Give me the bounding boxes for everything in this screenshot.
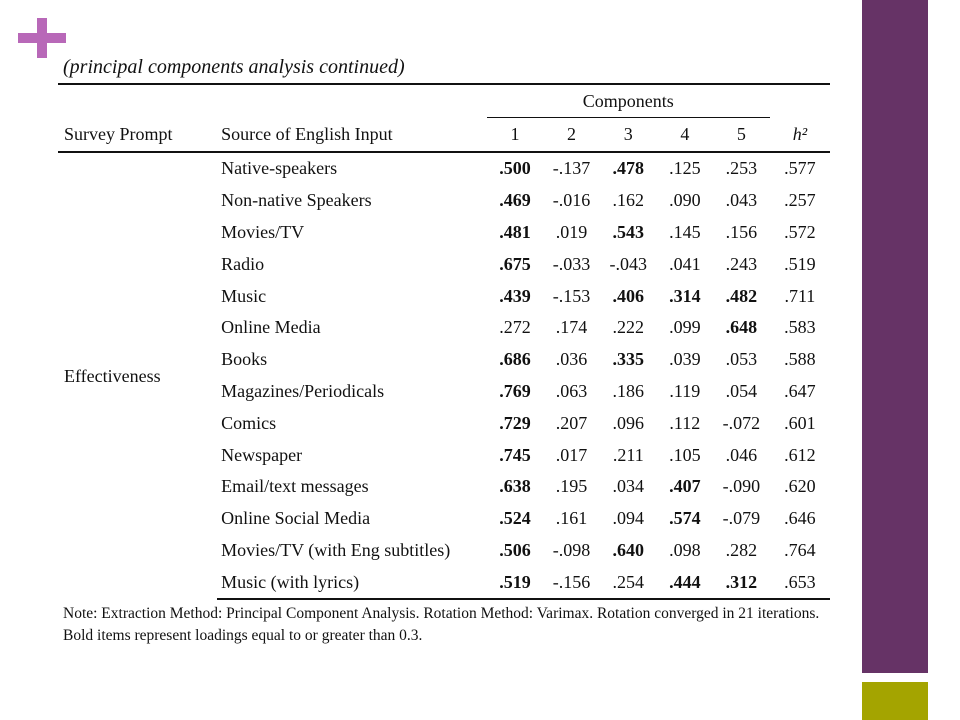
loading-cell-component-2: .174: [555, 317, 588, 338]
loading-cell-component-3: .186: [612, 380, 645, 401]
sidebar-decor-bar: [862, 0, 928, 673]
loading-cell-component-5: .282: [725, 539, 758, 560]
loading-cell-component-4: .407: [669, 476, 701, 497]
loading-cell-component-5: .156: [725, 221, 758, 242]
loading-cell-component-5: .312: [713, 566, 770, 599]
table-note: Note: Extraction Method: Principal Component Analysis. Rotation Method: Varimax. Rotation converged in 21 iterations. Bold items represent loadings equal to or greater than 0.3.: [63, 605, 820, 644]
loading-cell-component-3: -.043: [609, 253, 648, 274]
loading-cell-component-2: -.153: [552, 285, 591, 306]
loading-cell-component-4: .041: [669, 253, 701, 274]
loading-cell-component-3: .096: [612, 412, 645, 433]
row-source-label: Radio: [221, 253, 265, 274]
loading-cell-component-3: .543: [612, 221, 645, 242]
loading-cell-component-5: -.079: [722, 508, 761, 529]
loading-cell-component-2: .036: [555, 349, 588, 370]
loading-cell-component-2: .161: [555, 508, 588, 529]
loading-cell-component-4: .099: [669, 317, 701, 338]
loading-cell-component-3: .406: [612, 285, 645, 306]
communality-cell: .764: [784, 539, 816, 560]
loading-cell-component-3: .034: [612, 476, 645, 497]
loading-cell-component-1: .272: [499, 317, 531, 338]
header-empty-cell: [217, 84, 487, 118]
table-row: [58, 152, 830, 185]
loading-cell-component-1: .469: [499, 190, 531, 211]
plus-icon: [18, 18, 66, 58]
communality-cell: .612: [784, 444, 816, 465]
communality-cell: .647: [784, 380, 816, 401]
loading-cell-component-5: .648: [725, 317, 758, 338]
row-source-label: Non-native Speakers: [221, 190, 372, 211]
loading-cell-component-5: .253: [725, 158, 758, 179]
loading-cell-component-1: .729: [499, 412, 531, 433]
communality-cell: .601: [784, 412, 816, 433]
loading-cell-component-3: .162: [612, 190, 645, 211]
loading-cell-component-3: .254: [600, 566, 657, 599]
row-source-label: Books: [221, 349, 268, 370]
header-component-1: 1: [487, 118, 543, 153]
loading-cell-component-4: .314: [669, 285, 701, 306]
header-component-3: 3: [600, 118, 657, 153]
loading-cell-component-5: .053: [725, 349, 758, 370]
communality-cell: .577: [784, 158, 816, 179]
pca-table-container: [58, 83, 830, 600]
loading-cell-component-2: .195: [555, 476, 588, 497]
row-source-label: Native-speakers: [221, 158, 338, 179]
plus-icon-vertical: [37, 18, 47, 58]
communality-cell: .711: [784, 285, 816, 306]
loading-cell-component-5: -.090: [722, 476, 761, 497]
row-source-label: Movies/TV: [221, 221, 305, 242]
loading-cell-component-2: -.137: [552, 158, 591, 179]
loading-cell-component-4: .125: [669, 158, 701, 179]
loading-cell-component-5: .043: [725, 190, 758, 211]
loading-cell-component-2: -.016: [552, 190, 591, 211]
row-source-label: Music: [221, 285, 267, 306]
header-source: Source of English Input: [217, 118, 487, 153]
loading-cell-component-1: .524: [499, 508, 531, 529]
loading-cell-component-1: .745: [499, 444, 531, 465]
loading-cell-component-4: .090: [669, 190, 701, 211]
loading-cell-component-3: .478: [612, 158, 645, 179]
header-communality: h²: [770, 118, 830, 153]
header-component-5: 5: [713, 118, 770, 153]
sidebar-accent-block: [862, 682, 928, 720]
loading-cell-component-2: .207: [555, 412, 588, 433]
loading-cell-component-1: .638: [499, 476, 531, 497]
loading-cell-component-2: .019: [555, 221, 588, 242]
table-body: [58, 152, 830, 599]
slide-caption: (principal components analysis continued): [63, 56, 405, 78]
loading-cell-component-2: -.033: [552, 253, 591, 274]
row-source-label: Movies/TV (with Eng subtitles): [221, 539, 451, 560]
loading-cell-component-4: .112: [669, 412, 701, 433]
loading-cell-component-2: -.098: [552, 539, 591, 560]
row-source-label: Music (with lyrics): [217, 566, 487, 599]
row-source-label: Magazines/Periodicals: [221, 380, 385, 401]
row-source-label: Online Social Media: [221, 508, 371, 529]
communality-cell: .653: [770, 566, 830, 599]
loading-cell-component-5: -.072: [722, 412, 761, 433]
communality-cell: .620: [784, 476, 816, 497]
header-empty-cell: [58, 84, 217, 118]
loading-cell-component-3: .640: [612, 539, 645, 560]
loading-cell-component-2: -.156: [543, 566, 600, 599]
header-component-2: 2: [543, 118, 600, 153]
loading-cell-component-4: .119: [669, 380, 701, 401]
row-source-label: Online Media: [221, 317, 321, 338]
row-source-label: Comics: [221, 412, 277, 433]
communality-cell: .257: [784, 190, 816, 211]
table-header-group-row: [58, 84, 830, 118]
loading-cell-component-4: .039: [669, 349, 701, 370]
loading-cell-component-5: .054: [725, 380, 758, 401]
header-survey-prompt: Survey Prompt: [58, 118, 217, 153]
loading-cell-component-2: .063: [555, 380, 588, 401]
loading-cell-component-4: .145: [669, 221, 701, 242]
loading-cell-component-1: .481: [499, 221, 531, 242]
loading-cell-component-5: .046: [725, 444, 758, 465]
table-header-row: [58, 118, 830, 153]
communality-cell: .519: [784, 253, 816, 274]
row-source-label: Newspaper: [221, 444, 303, 465]
communality-cell: .572: [784, 221, 816, 242]
loading-cell-component-5: .243: [725, 253, 758, 274]
loading-cell-component-3: .211: [612, 444, 644, 465]
loading-cell-component-4: .574: [669, 508, 701, 529]
loading-cell-component-3: .094: [612, 508, 645, 529]
loading-cell-component-5: .482: [725, 285, 758, 306]
loading-cell-component-4: .444: [657, 566, 713, 599]
loading-cell-component-1: .506: [499, 539, 531, 560]
loading-cell-component-4: .098: [669, 539, 701, 560]
header-component-4: 4: [657, 118, 713, 153]
loading-cell-component-1: .686: [499, 349, 531, 370]
loading-cell-component-3: .222: [612, 317, 645, 338]
loading-cell-component-1: .769: [499, 380, 531, 401]
loading-cell-component-1: .500: [499, 158, 531, 179]
communality-cell: .583: [784, 317, 816, 338]
row-source-label: Email/text messages: [221, 476, 369, 497]
loading-cell-component-1: .675: [499, 253, 531, 274]
communality-cell: .588: [784, 349, 816, 370]
loading-cell-component-1: .439: [499, 285, 531, 306]
loading-cell-component-4: .105: [669, 444, 701, 465]
header-empty-cell: [770, 84, 830, 118]
group-label-effectiveness: Effectiveness: [64, 365, 161, 386]
pca-table: [58, 83, 830, 600]
loading-cell-component-2: .017: [555, 444, 588, 465]
communality-cell: .646: [784, 508, 816, 529]
loading-cell-component-3: .335: [612, 349, 645, 370]
components-header: Components: [487, 84, 770, 118]
loading-cell-component-1: .519: [487, 566, 543, 599]
